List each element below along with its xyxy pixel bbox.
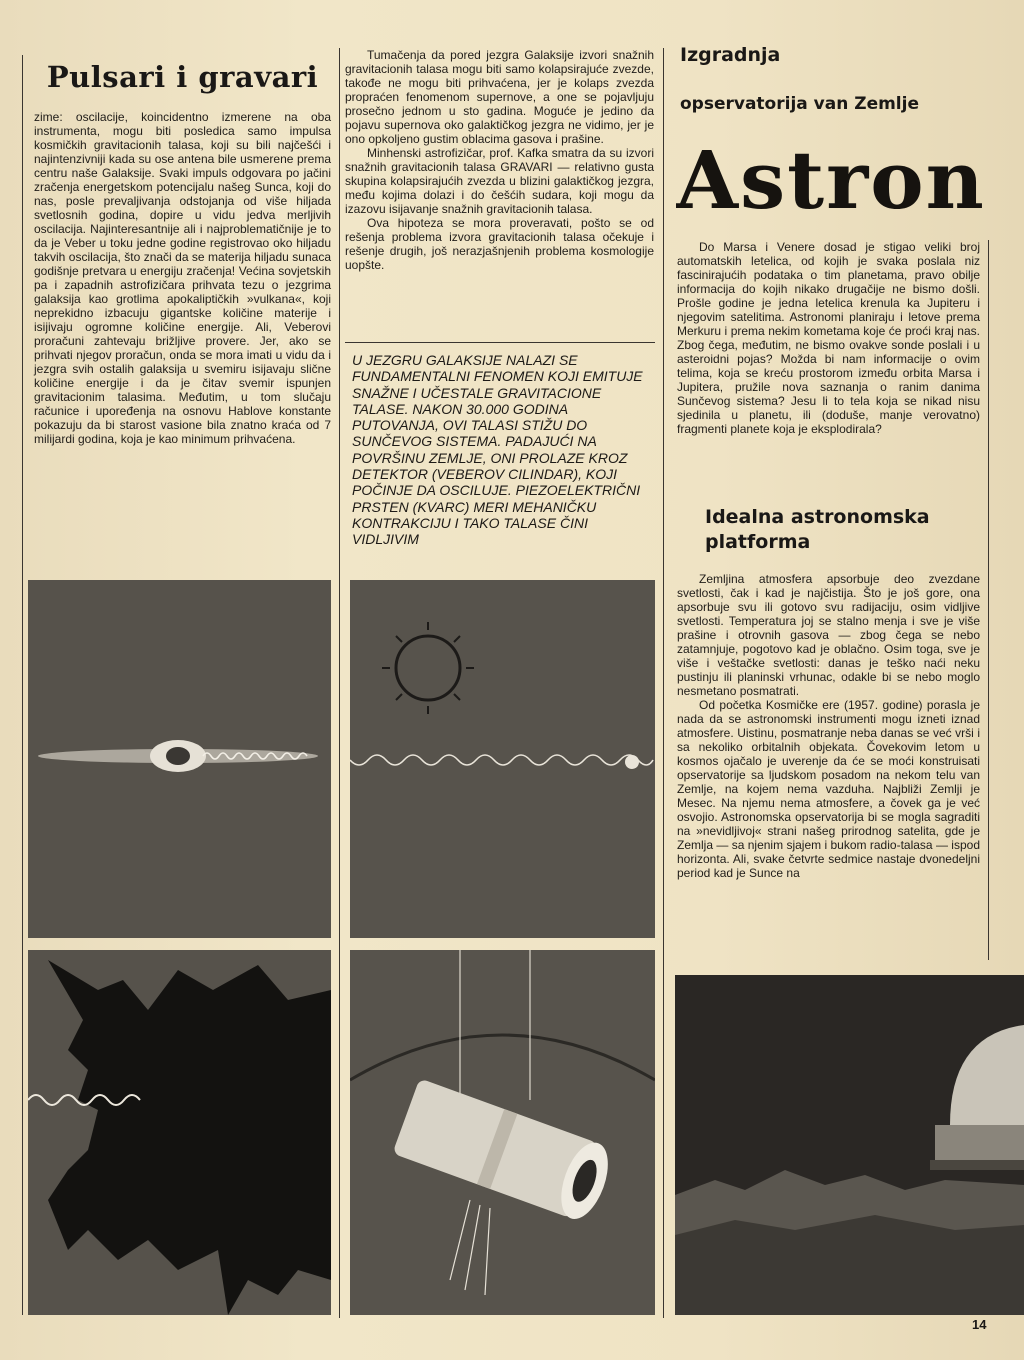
paragraph: zime: oscilacije, koincidentno izmerene na oba instrumenta, mogu biti posledica samo impulsa kosmičkih gravitacionih talasa, koji su bili najčešći i najintenzivniji kada su ose antena bile usmerene prema centru naše Galaksije. Svaki impuls odgovara po jačini zračenja energetskom potencijalu našeg Sunca, koji do nas, posle prevaljivanja odstojanja od više hiljada svetlosnih godina, dopire u vidu jedva merljivih oscilacija. Najinteresantnije ali i najproblematičnije je to da je Veber u toku jedne godine registrovao oko hiljadu takvih oscilacija, što znači da se materija hiljadu sunaca godišnje pretvara u energiju zračenja! Većina sovjetskih pa i zapadnih astrofizičara prihvata tezu o jezgrima galaksija kao grotlima apokaliptičkih »vulkana«, koji neprekidno izbacuju gigantske količine materije i isijivaju ogromne količine energije. Ali, Veberovi proračuni zahtevaju brižljive provere. Jer, ako se prihvati njegov proračun, onda se mora imati u vidu da i jezgra svih ostalih galaksija u svemiru isijavaju slične količine energije i da je čitav svemir ispunjen gravitacionim talasima. Međutim, u tom slučaju računice i upoređenja na osnovu Hablove konstante pokazuju da bi starost vasione bila znatno kraća od 7 milijardi godina, koja je kao minimum prihvaćena. bbox=[34, 110, 331, 446]
article-title: Pulsari i gravari bbox=[46, 60, 319, 94]
column-rule-far-right bbox=[988, 240, 989, 960]
right-article-title: Astron bbox=[676, 140, 986, 220]
paragraph: Od početka Kosmičke ere (1957. godine) porasla je nada da se astronomski instrumenti mogu izneti iznad atmosfere. Uistinu, posmatranje neba danas se već vrši i sa nekoliko orbitalnih objekata. Čovekovim letom u kosmos ojačalo je uverenje da će se moći konstruisati opservatorije sa ljudskom posadom na nekom telu van Zemlje, na kojem nema vazduha. Najbliži Zemlji je Mesec. Na njemu nema atmosfere, a čovek ga je već osvojio. Astronomska opservatorija bi se mogla sagraditi na »nevidljivoj« strani našeg prirodnog satelita, gde je Zemlja — sa njenim sjajem i bukom radio-talasa — ispod horizonta. Ali, svake četvrte sedmice nastaje dvonedeljni period kad je Sunce na bbox=[677, 698, 980, 880]
observatory-dome-illustration bbox=[675, 975, 1024, 1315]
paragraph: Tumačenja da pored jezgra Galaksije izvori snažnih gravitacionih talasa mogu biti samo kolapsirajuće zvezde, takođe ne mogu biti prihvaćena, jer je kolaps zvezda propraćen fenomenom supernove, a one se pojavljuju prosečno jednom u sto gadina. Moguće je jedino da pojavu supernova oko galaktičkog jezgra ne vidimo, jer je ono opkoljeno gustim oblacima gasova i prašine. bbox=[345, 48, 654, 146]
column-rule-middle bbox=[339, 48, 340, 1318]
europe-map-illustration bbox=[28, 950, 331, 1315]
middle-column-text bbox=[345, 48, 654, 272]
paragraph: Zemljina atmosfera apsorbuje deo zvezdane svetlosti, čak i kad je najčistija. Što je još gore, ona apsorbuje svu ili gotovo svu radijaciju, osim vidljive svetlosti. Temperatura joj se stalno menja i sve je više prašine i otrovnih gasova — zbog čega se nebo zatamnjuje, pogotovo kad je oblačno. Osim toga, sve je više i veštačke svetlosti: danas je teško naći neku pustinju ili planinski vrhunac, odakle bi se nebo moglo nesmetano posmatrati. bbox=[677, 572, 980, 698]
page-number: 14 bbox=[972, 1317, 987, 1332]
weber-cylinder-illustration bbox=[350, 950, 655, 1315]
left-column-text bbox=[34, 110, 331, 446]
right-article-subhead: Idealna astronomska platforma bbox=[705, 506, 930, 553]
right-article-kicker: Izgradnja bbox=[680, 44, 781, 66]
pullquote-rule bbox=[345, 342, 655, 343]
column-rule-right bbox=[663, 48, 664, 1318]
paragraph: Ova hipoteza se mora proveravati, pošto se od rešenja problema izvora gravitacionih talasa očekuje i rešenje drugih, još nerazjašnjenih problema kosmologije uopšte. bbox=[345, 216, 654, 272]
pullquote: U JEZGRU GALAKSIJE NALAZI SE FUNDAMENTALNI FENOMEN KOJI EMITUJE SNAŽNE I UČESTALE GRAVITACIONE TALASE. NAKON 30.000 GODINA PUTOVANJA, OVI TALASI STIŽU DO SUNČEVOG SISTEMA. PADAJUĆI NA POVRŠINU ZEMLJE, ONI PROLAZE KROZ DETEKTOR (VEBEROV CILINDAR), KOJI POČINJE DA OSCILUJE. PIEZOELEKTRIČNI PRSTEN (KVARC) MERI MEHANIČKU KONTRAKCIJU I TAKO TALASE ČINI VIDLJIVIM bbox=[352, 352, 643, 548]
paragraph: Do Marsa i Venere dosad je stigao veliki broj automatskih letelica, od kojih je svaka poslala niz fascinirajućih podataka o tim planetama, pravo obilje informacija do kojih nikako drugačije ne bismo došli. Prošle godine je jedna letelica krenula ka Jupiteru i njegovim satelitima. Astronomi planiraju i letove prema Merkuru i prema nekim kometama koje će proći kraj nas. Zbog čega, međutim, ne bismo ovakve sonde poslali i u asteroidni pojas? Možda bi nam informacije o ovim telima, koja se kreću prostorom između orbita Marsa i Jupitera, pružile nova saznanja o ranim danima Sunčevog sistema? Jesu li to tela koja se nikad nisu sjedinila u planetu, ili (doduše, manje verovatno) fragmenti planete koja je eksplodirala? bbox=[677, 240, 980, 436]
paragraph: Minhenski astrofizičar, prof. Kafka smatra da su izvori snažnih gravitacionih talasa GRAVARI — relativno gusta skupina kolapsirajućih zvezda u blizini galaktičkog jezgra, među kojima dolazi i do češćih sudara, koji mogu da izazovu isijavanje snažnih gravitacionih talasa. bbox=[345, 146, 654, 216]
right-column-intro-text bbox=[677, 240, 980, 436]
right-column-body-text bbox=[677, 572, 980, 880]
right-article-kicker-line2: opservatorija van Zemlje bbox=[680, 94, 919, 114]
galaxy-wave-illustration bbox=[28, 580, 331, 938]
column-rule-left bbox=[22, 55, 23, 1315]
sun-wave-illustration bbox=[350, 580, 655, 938]
